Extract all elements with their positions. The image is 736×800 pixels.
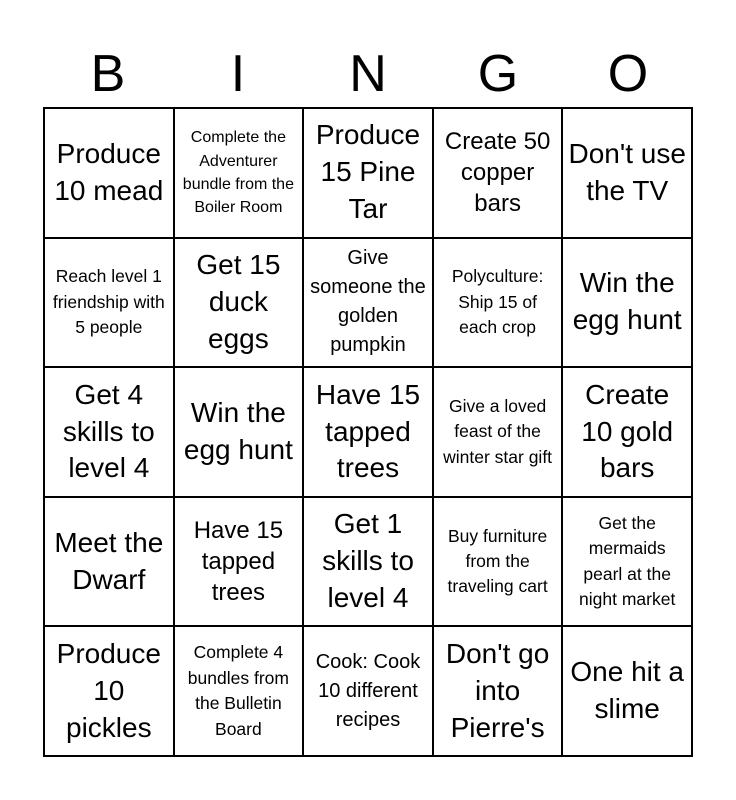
bingo-cell-r5c3[interactable] [303,626,433,756]
bingo-cell-r2c3[interactable] [303,238,433,368]
bingo-cell-r3c5[interactable] [562,367,692,497]
bingo-cell-r2c4[interactable] [433,238,563,368]
cell-text: Get the mermaids pearl at the night market [579,512,676,609]
bingo-cell-r2c5[interactable] [562,238,692,368]
bingo-card-grid [43,107,693,757]
bingo-cell-r1c2[interactable] [174,108,304,238]
header-letter-g: G [477,45,519,103]
bingo-cell-r1c1[interactable] [44,108,174,238]
header-letter-n: N [349,45,387,103]
cell-text: Give someone the golden pumpkin [310,247,426,357]
bingo-cell-r1c3[interactable] [303,108,433,238]
bingo-cell-r1c5[interactable] [562,108,692,238]
bingo-cell-r4c4[interactable] [433,497,563,627]
cell-text: Buy furniture from the traveling cart [447,525,548,597]
header-letter-o: O [607,45,649,103]
bingo-header [43,40,693,108]
cell-text: One hit a slime [570,656,685,725]
cell-text: Get 4 skills to level 4 [62,378,155,484]
bingo-cell-r5c1[interactable] [44,626,174,756]
cell-text: Create 50 copper bars [444,128,551,218]
bingo-cell-r3c3[interactable] [303,367,433,497]
bingo-cell-r4c5[interactable] [562,497,692,627]
bingo-cell-r5c2[interactable] [174,626,304,756]
cell-text: Create 10 gold bars [581,378,674,484]
cell-text: Have 15 tapped trees [193,516,284,607]
cell-text: Produce 10 pickles [56,637,161,743]
bingo-cell-r5c5[interactable] [562,626,692,756]
cell-text: Don't use the TV [568,137,686,206]
cell-text: Give a loved feast of the winter star gift [443,395,553,467]
cell-text: Complete 4 bundles from the Bulletin Board [187,642,289,739]
bingo-cell-r3c1[interactable] [44,367,174,497]
cell-text: Win the egg hunt [183,397,293,465]
cell-text: Reach level 1 friendship with 5 people [52,266,165,338]
bingo-cell-r4c2[interactable] [174,497,304,627]
cell-text: Complete the Adventurer bundle from the Boiler Room [182,129,294,216]
cell-text: Get 1 skills to level 4 [322,508,414,614]
bingo-cell-r1c4[interactable] [433,108,563,238]
cell-text: Don't go into Pierre's [445,637,550,743]
header-letter-b: B [90,45,126,103]
bingo-cell-r3c4[interactable] [433,367,563,497]
cell-text: Win the egg hunt [572,267,682,336]
cell-text: Produce 15 Pine Tar [315,119,421,225]
bingo-cell-r3c2[interactable] [174,367,304,497]
cell-text: Produce 10 mead [54,137,164,206]
cell-text: Polyculture: Ship 15 of each crop [451,266,544,338]
bingo-cell-r5c4[interactable] [433,626,563,756]
bingo-cell-r4c3[interactable] [303,497,433,627]
bingo-cell-r2c2[interactable] [174,238,304,368]
header-letter-i: I [230,45,246,103]
cell-text: Meet the Dwarf [54,526,164,595]
cell-text: Have 15 tapped trees [315,378,421,484]
bingo-cell-r4c1[interactable] [44,497,174,627]
cell-text: Cook: Cook 10 different recipes [315,650,421,731]
cell-text: Get 15 duck eggs [196,248,281,354]
bingo-cell-r2c1[interactable] [44,238,174,368]
